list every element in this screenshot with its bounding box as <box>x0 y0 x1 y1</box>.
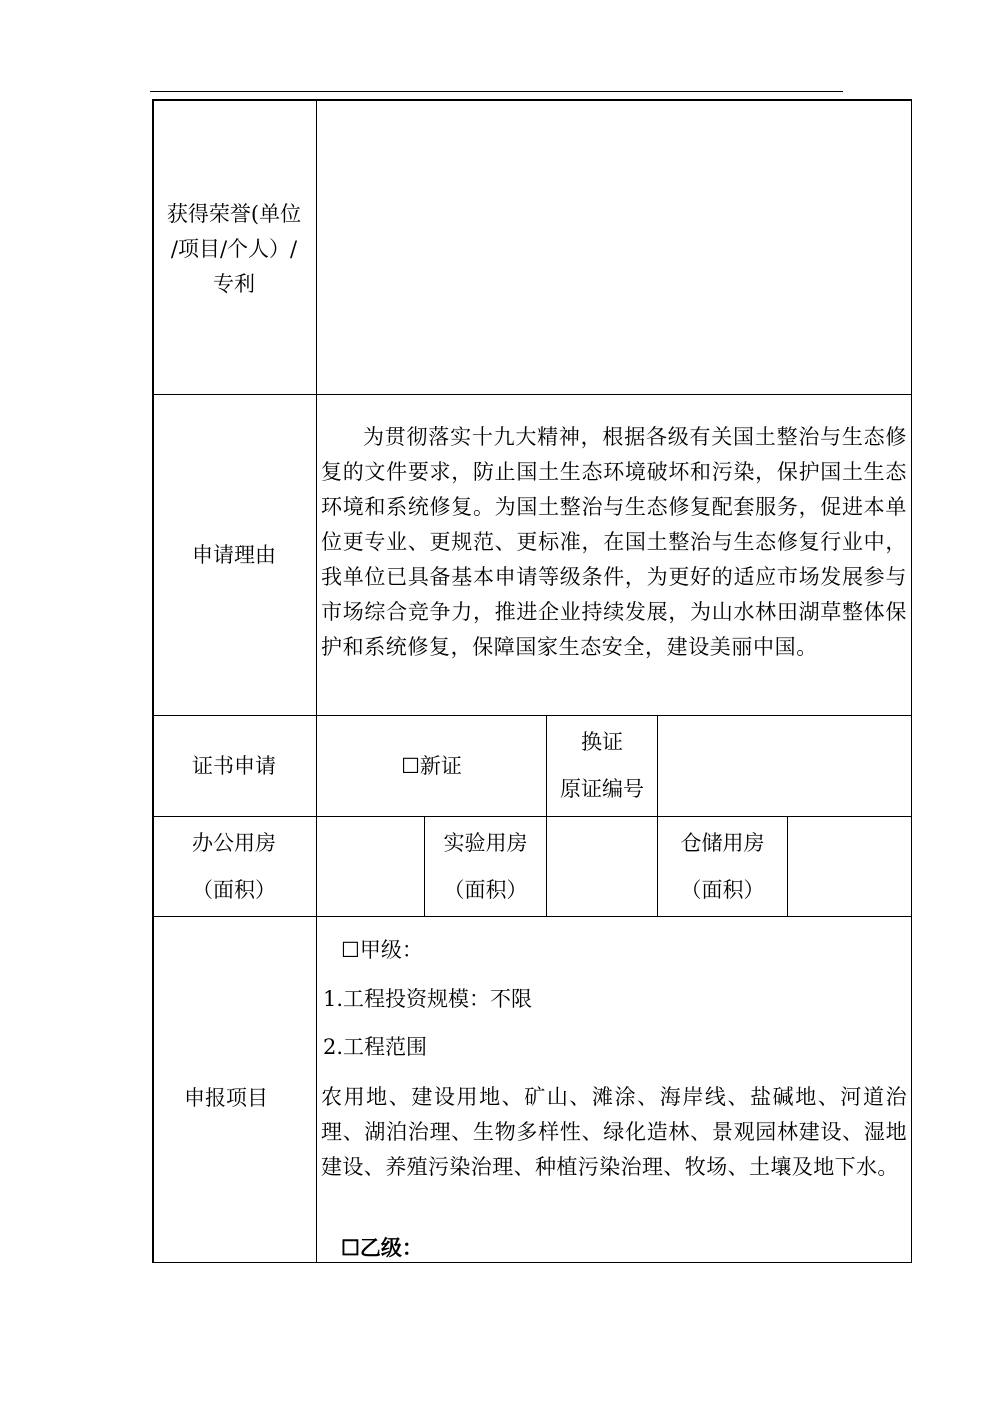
scope-text: 农用地、建设用地、矿山、滩涂、海岸线、盐碱地、河道治理、湖泊治理、生物多样性、绿化造林、景观园林建设、湿地建设、养殖污染治理、种植污染治理、牧场、土壤及地下水。 <box>321 1085 907 1179</box>
storage-area-label: （面积） <box>680 877 765 902</box>
office-area-label: （面积） <box>192 877 276 902</box>
honors-label-line3: 专利 <box>212 272 255 296</box>
project-label-cell <box>152 917 317 1263</box>
grade-a-checkbox[interactable]: ☐甲级： <box>341 938 423 962</box>
certificate-label-cell <box>152 716 317 817</box>
honors-label-line2: /项目/个人）/ <box>170 237 298 261</box>
lab-area-cell[interactable] <box>547 817 658 917</box>
new-certificate-checkbox[interactable]: ☐新证 <box>401 753 462 778</box>
original-number-label: 原证编号 <box>560 777 644 801</box>
header-rule <box>150 91 843 92</box>
honors-label-cell <box>152 99 317 395</box>
application-form-table <box>152 99 912 1263</box>
storage-area-cell[interactable] <box>788 817 912 917</box>
lab-area-label: （面积） <box>443 877 528 902</box>
renew-certificate-label-cell <box>547 716 658 817</box>
investment-scale-item: 1.工程投资规模：不限 <box>323 987 533 1011</box>
storage-label: 仓储用房 <box>680 830 765 855</box>
office-area-label-cell <box>152 817 317 917</box>
reason-text: 为贯彻落实十九大精神，根据各级有关国土整治与生态修复的文件要求，防止国土生态环境破坏和污染，保护国土生态环境和系统修复。为国土整治与生态修复配套服务，促进本单位更专业、更规范、更标准，在国土整治与生态修复行业中，我单位已具备基本申请等级条件，为更好的适应市场发展参与市场综合竞争力，推进企业持续发展，为山水林田湖草整体保护和系统修复，保障国家生态安全，建设美丽中国。 <box>321 425 907 659</box>
reason-text-cell[interactable] <box>317 395 912 716</box>
office-label: 办公用房 <box>192 830 276 855</box>
honors-value-cell[interactable] <box>317 99 912 395</box>
scope-heading-item: 2.工程范围 <box>323 1035 428 1059</box>
lab-label: 实验用房 <box>443 830 528 855</box>
storage-area-label-cell <box>658 817 788 917</box>
project-label: 申报项目 <box>184 1086 268 1110</box>
reason-label: 申请理由 <box>192 542 276 567</box>
office-area-cell[interactable] <box>317 817 425 917</box>
new-certificate-cell[interactable] <box>317 716 547 817</box>
renew-label: 换证 <box>581 730 623 754</box>
grade-b-checkbox[interactable]: ☐乙级： <box>341 1235 423 1260</box>
project-content-cell <box>317 917 912 1263</box>
lab-area-label-cell <box>425 817 547 917</box>
honors-label-line1: 获得荣誉(单位 <box>166 202 302 226</box>
certificate-label: 证书申请 <box>192 753 276 778</box>
reason-label-cell <box>152 395 317 716</box>
original-number-cell[interactable] <box>658 716 912 817</box>
